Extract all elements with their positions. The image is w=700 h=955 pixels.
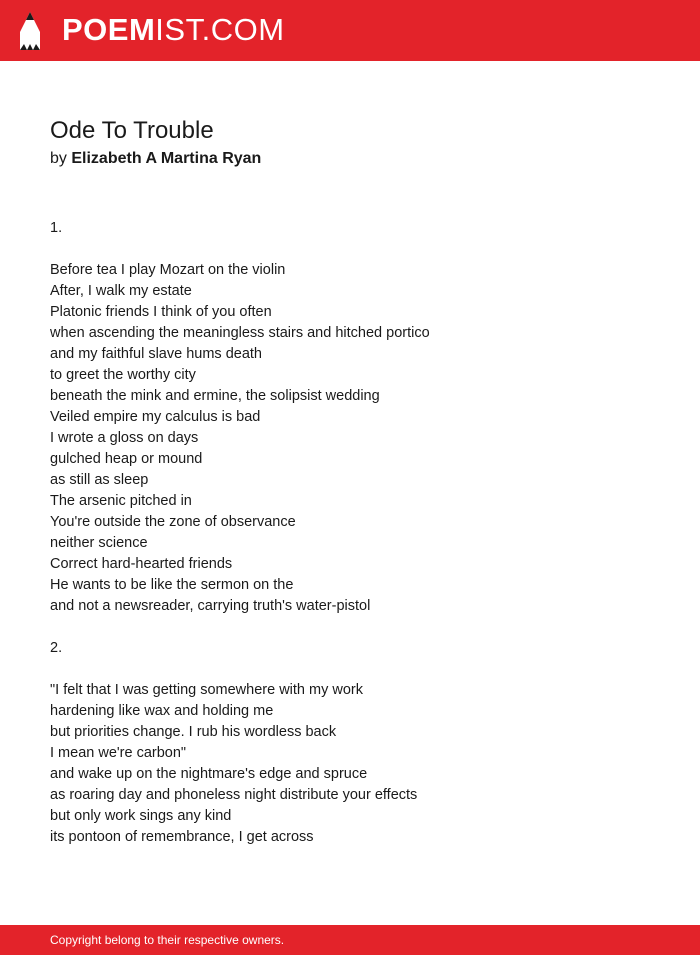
poem-line: I mean we're carbon" (50, 745, 187, 761)
poem-line: Correct hard-hearted friends (50, 556, 233, 572)
poem-line: gulched heap or mound (50, 451, 203, 467)
poem-body (50, 218, 670, 848)
site-header (0, 0, 700, 61)
poem-line: "I felt that I was getting somewhere with my work (50, 682, 363, 698)
poem-line: but priorities change. I rub his wordless back (50, 724, 337, 740)
poem-line: its pontoon of remembrance, I get across (50, 829, 314, 845)
poem-line: and my faithful slave hums death (50, 346, 262, 362)
author-name: Elizabeth A Martina Ryan (71, 150, 262, 167)
poem-line: Platonic friends I think of you often (50, 304, 272, 320)
poem-line: to greet the worthy city (50, 367, 196, 383)
poem-line: beneath the mink and ermine, the solipsist wedding (50, 388, 380, 404)
poem-line: After, I walk my estate (50, 283, 192, 299)
by-label: by (50, 150, 67, 167)
logo-bold-text: POEM (62, 12, 156, 47)
poem-line: but only work sings any kind (50, 808, 232, 824)
poem-line: Before tea I play Mozart on the violin (50, 262, 286, 278)
logo-light-text: IST.COM (155, 12, 285, 47)
poem-line: The arsenic pitched in (50, 493, 192, 509)
copyright-text: Copyright belong to their respective owners. (50, 933, 285, 947)
poem-line: when ascending the meaningless stairs and hitched portico (50, 325, 430, 341)
poem-line: as still as sleep (50, 472, 149, 488)
poem-line: He wants to be like the sermon on the (50, 577, 294, 593)
byline (50, 148, 261, 170)
poem-line: as roaring day and phoneless night distribute your effects (50, 787, 418, 803)
poem-line: You're outside the zone of observance (50, 514, 296, 530)
poem-title: Ode To Trouble (50, 117, 214, 144)
poem-line: Veiled empire my calculus is bad (50, 409, 261, 425)
poem-line (50, 617, 670, 638)
poem-line: hardening like wax and holding me (50, 703, 274, 719)
site-logo[interactable] (62, 12, 285, 48)
poem-line: and not a newsreader, carrying truth's water-pistol (50, 598, 371, 614)
poem-line: and wake up on the nightmare's edge and spruce (50, 766, 368, 782)
poem-line: neither science (50, 535, 148, 551)
poem-line (50, 659, 670, 680)
pencil-tip-icon (17, 10, 43, 52)
site-footer (0, 925, 700, 955)
poem-line: 1. (50, 220, 63, 236)
poem-line (50, 239, 670, 260)
poem-line: 2. (50, 640, 63, 656)
poem-line: I wrote a gloss on days (50, 430, 199, 446)
